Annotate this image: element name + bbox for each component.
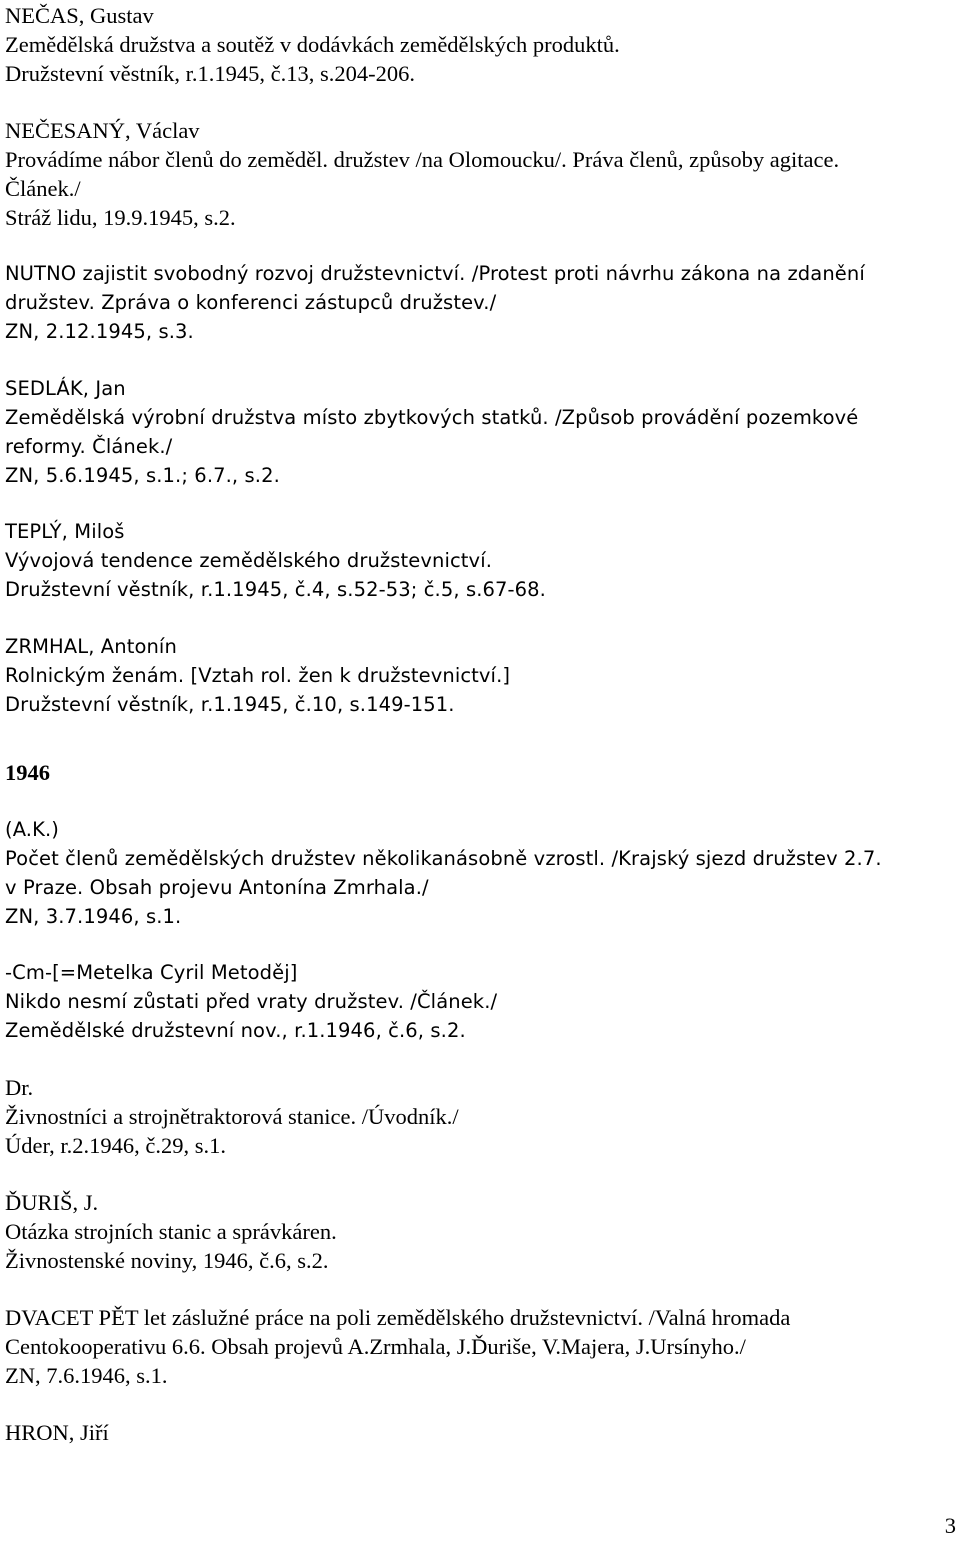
entry-line: Úder, r.2.1946, č.29, s.1. bbox=[5, 1133, 226, 1158]
bibliography-entry bbox=[5, 517, 546, 604]
entry-line: ZN, 7.6.1946, s.1. bbox=[5, 1363, 168, 1388]
entry-line: Živnostenské noviny, 1946, č.6, s.2. bbox=[5, 1248, 329, 1273]
bibliography-entry bbox=[5, 815, 882, 931]
entry-line: Družstevní věstník, r.1.1945, č.4, s.52-53; č.5, s.67-68. bbox=[5, 578, 546, 601]
page-number: 3 bbox=[944, 1513, 956, 1538]
bibliography-entry bbox=[5, 116, 839, 232]
year-heading: 1946 bbox=[5, 760, 50, 785]
entry-heading: SEDLÁK, Jan bbox=[5, 377, 126, 400]
entry-heading: DVACET PĚT let záslužné práce na poli zemědělského družstevnictví. /Valná hromada bbox=[5, 1305, 791, 1330]
entry-line: Otázka strojních stanic a správkáren. bbox=[5, 1219, 337, 1244]
entry-line: družstev. Zpráva o konferenci zástupců družstev./ bbox=[5, 291, 497, 314]
entry-heading: HRON, Jiří bbox=[5, 1420, 109, 1445]
entry-line: Rolnickým ženám. [Vztah rol. žen k družstevnictví.] bbox=[5, 664, 511, 687]
entry-line: ZN, 2.12.1945, s.3. bbox=[5, 320, 194, 343]
entry-line: ZN, 5.6.1945, s.1.; 6.7., s.2. bbox=[5, 464, 280, 487]
bibliography-entry bbox=[5, 632, 510, 719]
entry-line: Družstevní věstník, r.1.1945, č.13, s.204-206. bbox=[5, 61, 415, 86]
bibliography-entry bbox=[5, 1418, 109, 1447]
entry-heading: (A.K.) bbox=[5, 818, 59, 841]
entry-line: Nikdo nesmí zůstati před vraty družstev. /Článek./ bbox=[5, 990, 498, 1013]
entry-line: Vývojová tendence zemědělského družstevnictví. bbox=[5, 549, 493, 572]
entry-heading: NEČESANÝ, Václav bbox=[5, 118, 200, 143]
bibliography-entry bbox=[5, 958, 497, 1045]
entry-line: Článek./ bbox=[5, 176, 81, 201]
entry-line: v Praze. Obsah projevu Antonína Zmrhala./ bbox=[5, 876, 429, 899]
bibliography-entry bbox=[5, 1, 620, 88]
entry-line: reformy. Článek./ bbox=[5, 435, 173, 458]
entry-heading: ĎURIŠ, J. bbox=[5, 1190, 99, 1215]
entry-heading: Dr. bbox=[5, 1075, 34, 1100]
bibliography-entry bbox=[5, 1188, 337, 1275]
bibliography-entry bbox=[5, 1303, 790, 1390]
entry-line: Zemědělská družstva a soutěž v dodávkách zemědělských produktů. bbox=[5, 32, 620, 57]
entry-line: Družstevní věstník, r.1.1945, č.10, s.149-151. bbox=[5, 693, 455, 716]
entry-line: Zemědělské družstevní nov., r.1.1946, č.6, s.2. bbox=[5, 1019, 466, 1042]
entry-line: Počet členů zemědělských družstev několikanásobně vzrostl. /Krajský sjezd družstev 2.7. bbox=[5, 847, 882, 870]
bibliography-entry bbox=[5, 1073, 459, 1160]
bibliography-entry bbox=[5, 374, 858, 490]
entry-heading: -Cm-[=Metelka Cyril Metoděj] bbox=[5, 961, 298, 984]
entry-line: Stráž lidu, 19.9.1945, s.2. bbox=[5, 205, 236, 230]
entry-heading: NEČAS, Gustav bbox=[5, 3, 154, 28]
entry-line: Centokooperativu 6.6. Obsah projevů A.Zrmhala, J.Ďuriše, V.Majera, J.Ursínyho./ bbox=[5, 1334, 746, 1359]
entry-line: Živnostníci a strojnětraktorová stanice. /Úvodník./ bbox=[5, 1104, 459, 1129]
entry-line: Provádíme nábor členů do zeměděl. družstev /na Olomoucku/. Práva členů, způsoby agitace. bbox=[5, 147, 840, 172]
entry-line: Zemědělská výrobní družstva místo zbytkových statků. /Způsob provádění pozemkové bbox=[5, 406, 859, 429]
entry-heading: ZRMHAL, Antonín bbox=[5, 635, 177, 658]
bibliography-entry bbox=[5, 259, 865, 346]
entry-heading: TEPLÝ, Miloš bbox=[5, 520, 125, 543]
entry-line: ZN, 3.7.1946, s.1. bbox=[5, 905, 182, 928]
entry-heading: NUTNO zajistit svobodný rozvoj družstevnictví. /Protest proti návrhu zákona na zdanění bbox=[5, 262, 865, 285]
